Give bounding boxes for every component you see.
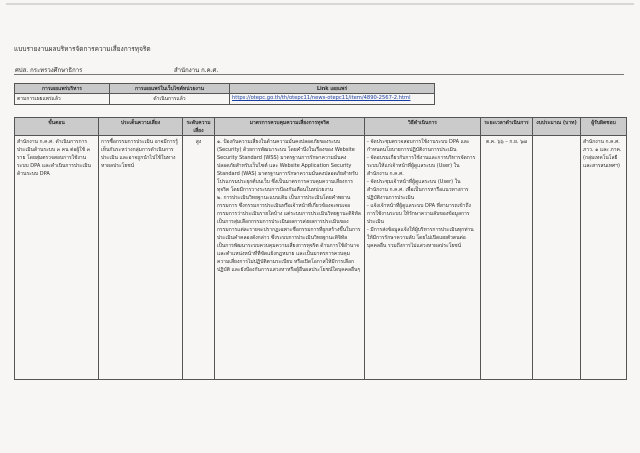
header-level: ระดับความเสี่ยง [183,118,215,136]
cell-website-publish: ดำเนินการแล้ว [110,94,230,105]
cell-link[interactable] [230,94,435,105]
measure-item: ๑. ป้องกันความเสี่ยงในด้านความมั่นคงปลอดภัยของระบบ (Security) ด้วยการพัฒนาระบบ โดยคำนึงในเรื่องของ Website Security Standard (WSS) มาตรฐานการรักษาความมั่นคงปลอดภัยสำหรับเว็บไซต์ และ Website Application Security Standard (WAS) มาตรฐานการรักษาความมั่นคงปลอดภัยสำหรับโปรแกรมประยุกต์บนเว็บ ซึ่งเป็นมาตรการควบคุมความเสี่ยงการทุจริต โดยมีการวางระบบการป้องกันเตือนในหน่วยงาน [217,139,358,193]
header-period: ระยะเวลาดำเนินการ [481,118,533,136]
cell-period: ต.ค. ๖๖ – ก.ย. ๖๗ [481,136,533,380]
table-row [15,94,435,105]
cell-methods [365,136,481,380]
office-label: สำนักงาน ก.ค.ศ. [174,67,219,74]
header-step: ขั้นตอน [15,118,99,136]
risk-table [14,117,627,380]
table-row [15,136,627,380]
header-measures: มาตรการควบคุมความเสี่ยงการทุจริต [215,118,365,136]
method-item: - แจ้งเจ้าหน้าที่ผู้ดูแลระบบ DPA ที่สามารถเข้าถึงการใช้งานระบบ ให้รักษาความลับของข้อมูลการประเมิน [367,203,471,225]
header-risk: ประเด็นความเสี่ยง [99,118,183,136]
method-item: - มีการส่งข้อมูลแจ้งให้ผู้บริหารการประเมินทุกท่าน ให้มีการรักษาความลับ โดยไม่เปิดเผยตัวตนต่อบุคคลอื่น รวมถึงการไม่แสวงหาผลประโยชน์ [367,227,474,249]
publish-link[interactable]: https://otepc.go.th/th/otepc11/news-otepc11/item/4890-2567-2.html [232,95,411,101]
header-methods: วิธีดำเนินการ [365,118,481,136]
method-item: - จัดอบรมเกี่ยวกับการใช้งานและการบริหารจัดการระบบให้แก่เจ้าหน้าที่ผู้ดูแลระบบ (User) ในสำนักงาน ก.ค.ศ. [367,155,476,177]
cell-risk: การซื้อกรรมการประเมิน อาจมีการรู้เห็นกันระหว่างกลุ่มการดำเนินการประเมิน และอาจถูกนำไปใช้ในทางหาผลประโยชน์ [99,136,183,380]
page-title: แบบรายงานผลบริหารจัดการความเสี่ยงการทุจริต [14,45,151,53]
header-link: Link เผยแพร่ [230,84,435,94]
header-publish-status: การเผยแพร่บริหาร [15,84,110,94]
cell-measures [215,136,365,380]
ministry-label: ศปส. กระทรวงศึกษาธิการ [15,67,83,74]
measure-item: ๒. การประเมินวิทยฐานะแบบเดิม เป็นการประเมินโดยคำพยานกรรมการ ซึ่งกรรมการประเมินหรือเจ้าหน้าที่เกี่ยวข้องจะพบเจอกรรมการว่าประเมินรายใดบ้าง แต่ระบบการประเมินวิทยฐานะดิจิทัล เป็นการสุ่มเลือกกรรมการประเมินผลการส่งผลการประเมินของกรรมการแต่ละรายจะปรากฏเฉพาะชื่อกรรมการที่ผูกสร้างขึ้นในการประเมินคำคลองดังกล่าว ซึ่งระบบการประเมินวิทยฐานะดิจิทัลเป็นการพัฒนาระบบควบคุมความเสี่ยงการทุจริต ด้านการใช้อำนาจและตำแหน่งหน้าที่ที่ขัดแย้งกฎหมาย และเป็นมาตรการควบคุมความเสี่ยงการไม่ปฏิบัติตามระเบียบ หรือเปิดโอกาสให้มีการเลือกปฏิบัติ และยังป้องกันการแสวงหาหรือผู้อื่นผลประโยชน์ใดบุคคลอื่นๆ [217,195,361,273]
cell-step: สำนักงาน ก.ค.ศ. ดำเนินการการประเมินด้านระบบ ๓ คน ต่อผู้ใช้ ๓ ราย โดยสุ่มตรวจสอบการใช้งานระบบ DPA และดำเนินการประเมินด้านระบบ DPA [15,136,99,380]
publication-table [14,83,435,105]
cell-owner: สำนักงาน ก.ค.ศ. ภาว. ๑ และ ภาค. (กลุ่มเทคโนโลยีและสารสนเทศฯ) [581,136,627,380]
cell-level: สูง [183,136,215,380]
header-website-publish: การเผยแพร่ในเว็บไซต์หน่วยงาน [110,84,230,94]
cell-budget [533,136,581,380]
cell-publish-status: ตามการเผยแพร่แล้ว [15,94,110,105]
method-item: - จัดประชุมเจ้าหน้าที่ผู้ดูแลระบบ (User) ในสำนักงาน ก.ค.ศ. เพื่อเป็นการหารือแนวทางการปฏิบัติงานการประเมิน [367,179,469,201]
agency-row [14,64,624,75]
scan-edge [6,3,634,5]
header-budget: งบประมาณ (บาท) [533,118,581,136]
header-owner: ผู้รับผิดชอบ [581,118,627,136]
method-item: - จัดประชุมตรวจสอบการใช้งานระบบ DPA และกำหนดนโยบายการปฏิบัติงานการประเมิน [367,139,470,153]
